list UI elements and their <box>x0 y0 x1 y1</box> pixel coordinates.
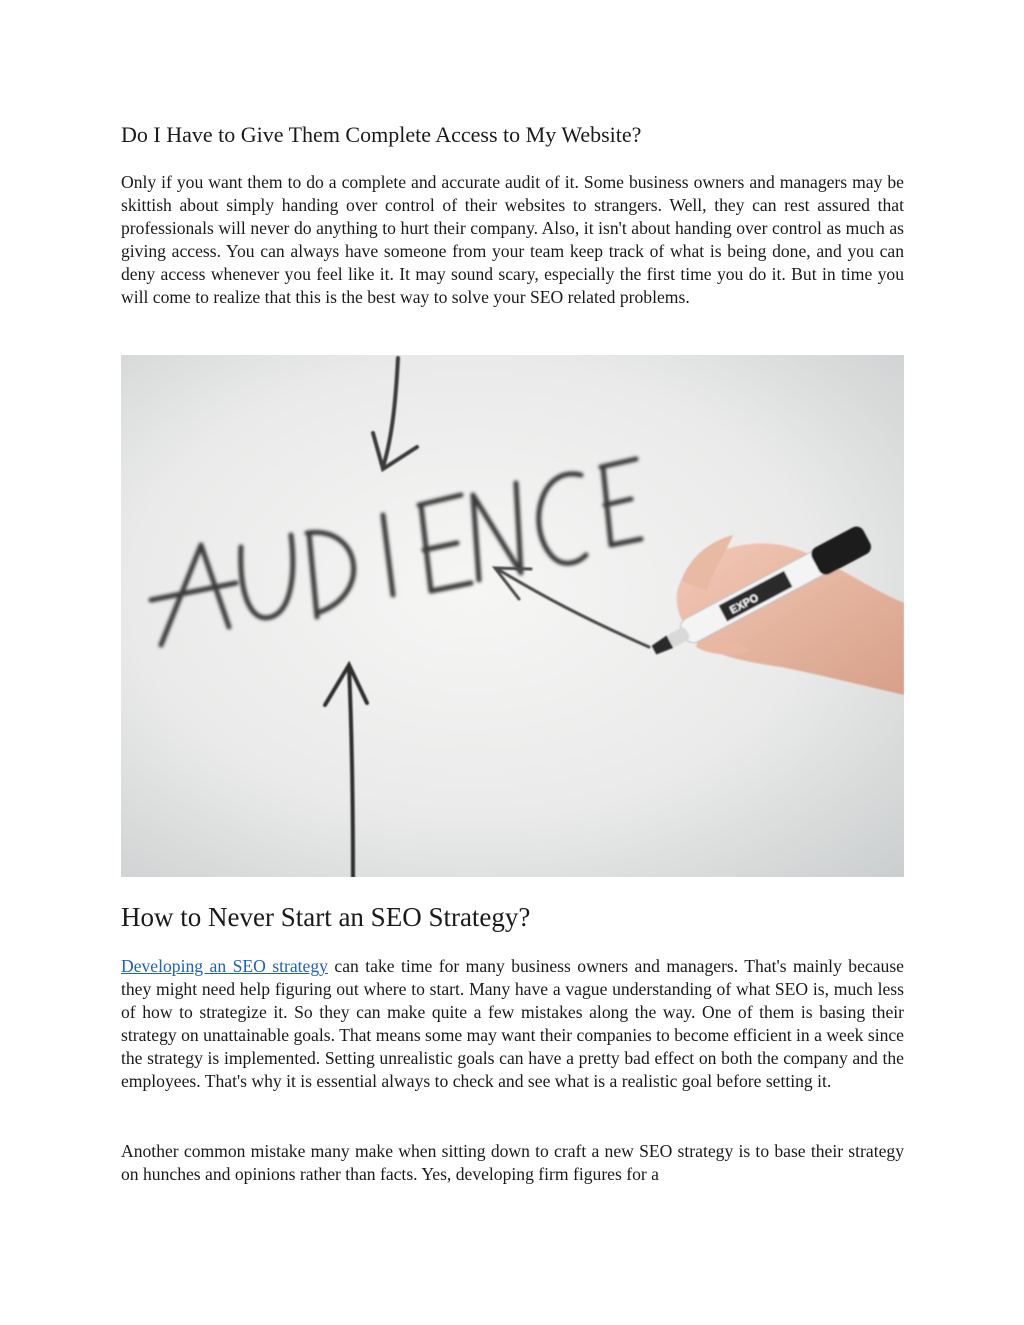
paragraph-access: Only if you want them to do a complete and accurate audit of it. Some business owners and managers may be skittish about simply handing over control of their websites to strangers. Well, they can rest assured that professionals will never do anything to hurt their company. Also, it isn't about handing over control as much as giving access. You can always have someone from your team keep track of what is being done, and you can deny access whenever you feel like it. It may sound scary, especially the first time you do it. But in time you will come to realize that this is the best way to solve your SEO related problems. <box>121 172 904 307</box>
paragraph-seo-strategy <box>121 955 904 1093</box>
paragraph-seo-strategy-text: can take time for many business owners and managers. That's mainly because they might need help figuring out where to start. Many have a vague understanding of what SEO is, much less of how to strategize it. So they can make quite a few mistakes along the way. One of them is basing their strategy on unattainable goals. That means some may want their companies to become efficient in a week since the strategy is implemented. Setting unrealistic goals can have a pretty bad effect on both the company and the employees. That's why it is essential always to check and see what is a realistic goal before setting it. <box>121 956 904 1091</box>
audience-whiteboard-photo <box>121 355 904 877</box>
developing-seo-strategy-link[interactable]: Developing an SEO strategy <box>121 956 328 976</box>
paragraph-common-mistake: Another common mistake many make when sitting down to craft a new SEO strategy is to base their strategy on hunches and opinions rather than facts. Yes, developing firm figures for a <box>121 1141 904 1184</box>
svg-text:EXPO: EXPO <box>728 591 761 617</box>
section-heading-access: Do I Have to Give Them Complete Access to My Website? <box>121 122 642 147</box>
section-heading-seo-strategy: How to Never Start an SEO Strategy? <box>121 902 531 932</box>
